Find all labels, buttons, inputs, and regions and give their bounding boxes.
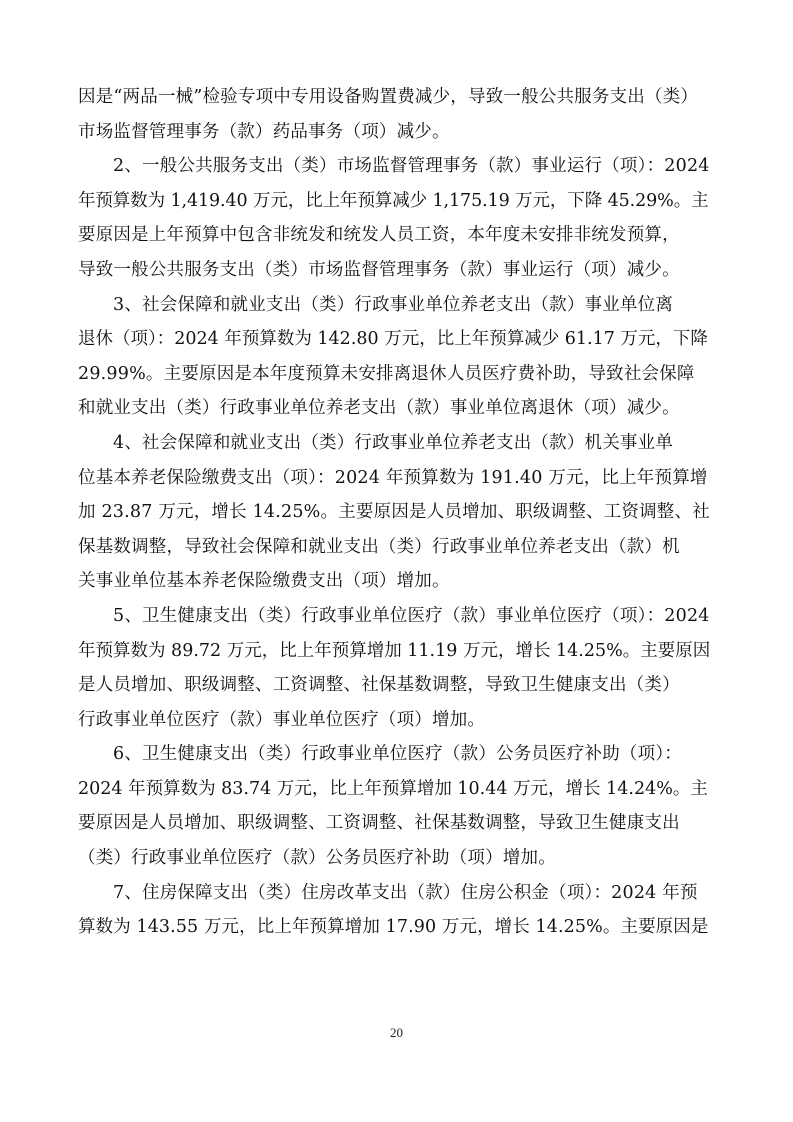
text-line: 市场监督管理事务（款）药品事务（项）减少。 — [78, 121, 450, 142]
text-line: 2、一般公共服务支出（类）市场监督管理事务（款）事业运行（项）：2024 — [113, 156, 710, 177]
text-line: （类）行政事业单位医疗（款）公务员医疗补助（项）增加。 — [78, 848, 556, 869]
text-line: 29.99%。主要原因是本年度预算未安排离退休人员医疗费补助，导致社会保障 — [78, 363, 695, 384]
text-line: 和就业支出（类）行政事业单位养老支出（款）事业单位离退休（项）减少。 — [78, 398, 680, 419]
text-line: 因是“两品一械”检验专项中专用设备购置费减少，导致一般公共服务支出（类） — [78, 87, 699, 107]
text-line: 保基数调整，导致社会保障和就业支出（类）行政事业单位养老支出（款）机 — [78, 536, 680, 557]
text-line: 退休（项）：2024 年预算数为 142.80 万元，比上年预算减少 61.17 万元，下降 — [78, 329, 708, 350]
text-line: 要原因是上年预算中包含非统发和统发人员工资，本年度未安排非统发预算， — [78, 225, 680, 246]
text-line: 导致一般公共服务支出（类）市场监督管理事务（款）事业运行（项）减少。 — [78, 259, 680, 280]
text-line: 2024 年预算数为 83.74 万元，比上年预算增加 10.44 万元，增长 14.24%。主 — [78, 778, 708, 799]
text-line: 3、社会保障和就业支出（类）行政事业单位养老支出（款）事业单位离 — [113, 294, 674, 315]
text-line: 6、卫生健康支出（类）行政事业单位医疗（款）公务员医疗补助（项）： — [113, 744, 682, 765]
text-line: 要原因是人员增加、职级调整、工资调整、社保基数调整，导致卫生健康支出 — [78, 813, 680, 834]
text-line: 7、住房保障支出（类）住房改革支出（款）住房公积金（项）：2024 年预 — [113, 882, 698, 903]
text-line: 关事业单位基本养老保险缴费支出（项）增加。 — [78, 571, 450, 592]
text-line: 算数为 143.55 万元，比上年预算增加 17.90 万元，增长 14.25%。主要原因是 — [78, 917, 709, 938]
body-text — [78, 80, 710, 945]
text-line: 5、卫生健康支出（类）行政事业单位医疗（款）事业单位医疗（项）：2024 — [113, 605, 710, 626]
text-line: 4、社会保障和就业支出（类）行政事业单位养老支出（款）机关事业单 — [113, 432, 674, 453]
text-line: 年预算数为 1,419.40 万元，比上年预算减少 1,175.19 万元，下降 45.29%。主 — [78, 190, 709, 211]
document-body — [78, 80, 710, 945]
text-line: 位基本养老保险缴费支出（项）：2024 年预算数为 191.40 万元，比上年预算增 — [78, 467, 708, 488]
page-number: 20 — [390, 1025, 403, 1040]
text-line: 行政事业单位医疗（款）事业单位医疗（项）增加。 — [78, 709, 486, 730]
text-line: 是人员增加、职级调整、工资调整、社保基数调整，导致卫生健康支出（类） — [78, 675, 680, 696]
text-line: 年预算数为 89.72 万元，比上年预算增加 11.19 万元，增长 14.25%。主要原因 — [78, 640, 711, 661]
text-line: 加 23.87 万元，增长 14.25%。主要原因是人员增加、职级调整、工资调整、社 — [78, 502, 710, 523]
